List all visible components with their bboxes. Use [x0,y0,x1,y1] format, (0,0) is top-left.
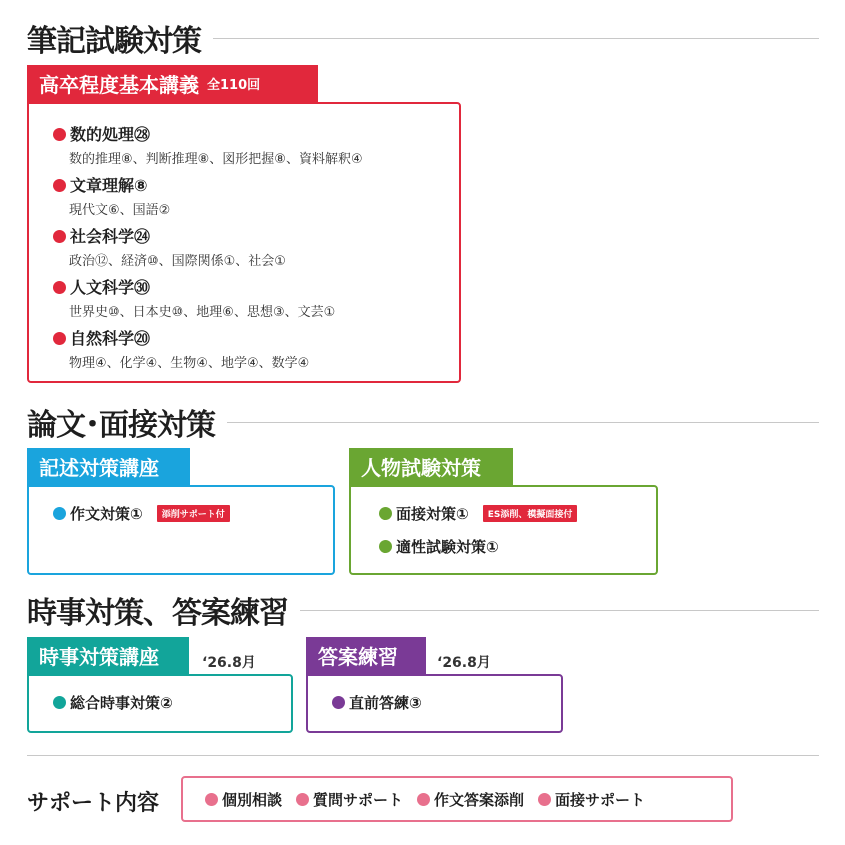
support-list [205,789,645,810]
bullet-dot [53,128,66,141]
category-detail: 現代文⑥、国語② [69,203,171,218]
personal-exam-title: 人物試験対策 [361,456,481,480]
category-title [53,224,459,247]
list-item [53,503,333,524]
category-title [53,326,459,349]
writing-course-tab [27,448,190,485]
category-list [53,122,459,371]
practice-course-box [306,674,563,733]
bullet-dot [53,230,66,243]
support-item-label: 個別相談 [222,790,283,809]
heading-rule [213,38,819,39]
bullet-dot [53,179,66,192]
category-title [53,275,459,298]
bullet-dot [205,793,218,806]
list-item [332,692,561,713]
bullet-dot [379,507,392,520]
item-label: 総合時事対策② [70,694,173,712]
footer-divider [27,755,819,756]
support-item-label: 面接サポート [555,790,646,809]
list-item [379,536,656,557]
bullet-dot [53,696,66,709]
support-badge: ES添削、模擬面接付 [483,505,578,522]
heading-rule [227,422,819,423]
section-title: 論文･面接対策 [27,408,215,443]
item-label: 直前答練③ [349,694,422,712]
support-item-label: 作文答案添削 [434,790,525,809]
item-label: 適性試験対策① [396,538,499,556]
category-detail: 世界史⑩、日本史⑩、地理⑥、思想③、文芸① [69,305,336,320]
bullet-dot [417,793,430,806]
category-name: 自然科学⑳ [70,329,151,348]
item-label: 面接対策① [396,505,469,523]
category-name: 数的処理㉘ [70,125,151,144]
bullet-dot [53,281,66,294]
category-item [53,224,459,269]
support-item [538,789,645,810]
section-heading-affairs [27,590,819,630]
section-title: 時事対策、答案練習 [27,596,288,631]
support-item [417,789,524,810]
section-heading-essay [27,402,819,442]
item-label: 作文対策① [70,505,143,523]
category-name: 文章理解⑧ [70,176,148,195]
affairs-course-tab [27,637,189,674]
section-title: 筆記試験対策 [27,24,201,59]
category-item [53,122,459,167]
category-detail: 数的推理⑧、判断推理⑧、図形把握⑧、資料解釈④ [69,152,363,167]
support-label: サポート内容 [27,791,160,816]
practice-start-date: ‘26.8月 [437,655,491,671]
category-title [53,173,459,196]
personal-exam-box [349,485,658,575]
practice-course-tab [306,637,426,674]
category-item [53,173,459,218]
affairs-course-title: 時事対策講座 [39,645,159,669]
category-name: 人文科学㉚ [70,278,151,297]
heading-rule [300,610,819,611]
category-name: 社会科学㉔ [70,227,151,246]
bullet-dot [296,793,309,806]
bullet-dot [538,793,551,806]
basic-course-box [27,102,461,383]
personal-exam-tab [349,448,513,485]
bullet-dot [53,332,66,345]
category-item [53,326,459,371]
support-item-label: 質問サポート [313,790,404,809]
support-box [181,776,733,822]
list-item [379,503,656,524]
support-item [205,789,282,810]
section-heading-written [27,18,819,58]
basic-course-tab [27,65,318,102]
bullet-dot [53,507,66,520]
category-detail: 政治⑫、経済⑩、国際関係①、社会① [69,254,286,269]
practice-course-title: 答案練習 [318,645,398,669]
support-badge: 添削サポート付 [157,505,230,522]
affairs-start-date: ‘26.8月 [202,655,256,671]
bullet-dot [332,696,345,709]
basic-course-title: 高卒程度基本講義 [39,73,199,97]
basic-course-count: 全110回 [207,78,261,93]
category-item [53,275,459,320]
affairs-course-box [27,674,293,733]
bullet-dot [379,540,392,553]
category-title [53,122,459,145]
writing-course-title: 記述対策講座 [39,456,159,480]
category-detail: 物理④、化学④、生物④、地学④、数学④ [69,356,310,371]
support-item [296,789,403,810]
list-item [53,692,291,713]
writing-course-box [27,485,335,575]
